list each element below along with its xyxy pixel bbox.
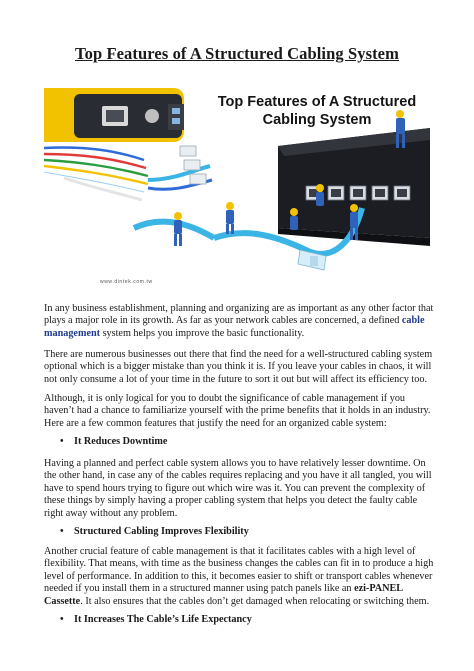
paragraph-flexibility [44,546,436,608]
bullet-dot-icon: • [60,436,64,447]
bullet-label: It Reduces Downtime [74,436,168,447]
paragraph-downtime [44,458,436,520]
businesses-text: There are numerous businesses out there that find the need for a well-structured cabling system optional which is a bigger mistake than you think it is. If you leave your cables in chaos, it will not only consume a lot of your time in the future to sort it out but will affect its efficiency too. [44,349,433,385]
ezi-panel-cassette-text: ezi-PANEL Cassette [44,583,403,607]
bullet-label: It Increases The Cable’s Life Expectancy [74,614,252,625]
hero-title-line-2: Cabling System [262,112,372,128]
paragraph-benefits [44,393,436,430]
bullet-flexibility [60,526,249,538]
downtime-text: Having a planned and perfect cable system allows you to have relatively lesser downtime. On the other hand, in case any of the cables requires replacing and you have it all tangled, you will have to spend hours trying to figure out which wire was it. You can prevent the complexity of these things by simply having a proper cabling system that helps you detect the faulty cable right away without any problem. [44,458,432,519]
hero-watermark: www.dintek.com.tw [100,279,153,285]
bullet-reduces-downtime [60,436,167,448]
paragraph-businesses [44,349,436,386]
intro-text-end: system helps you improve the basic functionality. [100,327,305,339]
bullet-life-expectancy [60,614,252,626]
cable-tester-icon [44,88,184,142]
hero-title [202,93,430,129]
hero-image [44,88,430,288]
benefits-text: Although, it is only logical for you to doubt the significance of cable management if you haven’t had a chance to familiarize yourself with the prime benefits that it holds in an industry. Here are a few common features that justify the need for an organized cable system: [44,393,431,429]
flexibility-text-end: . It also ensures that the cables don’t get damaged when relocating or switching them. [80,595,430,607]
hero-title-line-1: Top Features of A Structured [217,94,417,110]
bullet-dot-icon: • [60,526,64,537]
paragraph-intro [44,303,436,340]
bullet-dot-icon: • [60,614,64,625]
cable-management-link[interactable]: cable management [44,315,425,339]
page-title: Top Features of A Structured Cabling System [75,44,399,63]
bullet-label: Structured Cabling Improves Flexibility [74,526,249,537]
intro-text: In any business establishment, planning and organizing are as important as any other factor that plays a major role in its growth. As far as your network cables are concerned, a defined [44,303,434,327]
flexibility-text: Another crucial feature of cable management is that it facilitates cables with a high level of flexibility. That means, with time as the business changes the cables can fit in to produce a high level of performance. In addition to this, it becomes easier to shift or transport cables whenever needed if you install them in a structured manner using patch panels like an [44,546,434,595]
